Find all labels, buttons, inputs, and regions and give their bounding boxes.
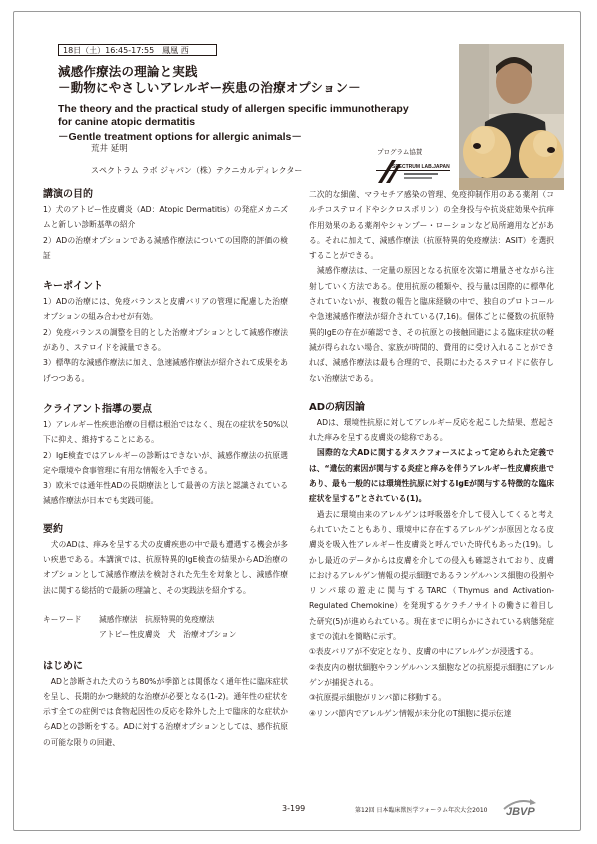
section-purpose [43, 187, 288, 263]
title-english-line-2: for canine atopic dermatitis [58, 116, 196, 128]
jbvp-logo-text: JBVP [506, 806, 535, 817]
sponsor-logo [372, 156, 456, 186]
keywords-label: キーワード [43, 614, 82, 624]
section-heading: キーポイント [43, 281, 103, 293]
list-item: ③抗原提示細胞がリンパ節に移動する。 [309, 693, 447, 703]
paragraph: 2）免疫バランスの調整を目的とした治療オプションとして減感作療法があり、ステロイドを減量できる。 [43, 327, 288, 353]
section-heading: クライアント指導の要点 [43, 403, 152, 415]
section-client-guidance [43, 402, 288, 509]
list-item: ④リンパ節内でアレルゲン情報が未分化のT細胞に提示伝達 [309, 708, 512, 718]
left-column [43, 187, 288, 750]
keywords-block [43, 612, 288, 643]
author-name: 荒井 延明 [91, 144, 128, 154]
keywords-line: アトピー性皮膚炎 犬 治療オプション [99, 630, 237, 640]
paragraph-definition: 国際的な犬ADに関するタスクフォースによって定められた定義では、“遺伝的素因が関与する炎症と痒みを伴うアレルギー性皮膚疾患であり、最も一般的には環境性抗原に対するIgEが関与する特徴的な臨床症状を呈する”とされている(1)。 [309, 448, 554, 504]
list-item: ②表皮内の樹状細胞やランゲルハンス細胞などの抗原提示細胞にアレルゲンが捕捉される。 [309, 662, 554, 687]
section-keypoints [43, 279, 288, 386]
keywords-list [99, 612, 236, 643]
section-heading-ad-etiology: ADの病因論 [309, 401, 366, 413]
sponsor-label: プログラム協賛 [377, 148, 423, 156]
author-affiliation: スペクトラム ラボ ジャパン（株）テクニカルディレクター [91, 166, 303, 175]
paragraph: 犬のADは、痒みを呈する犬の皮膚疾患の中で最も遭遇する機会が多い疾患である。本講演では、抗原特異的IgE検査の結果からAD治療のオプションとして減感作療法を検討された先生を対象とし、減感作療法に関する総括的で最新の理論と、その実践法を紹介する。 [43, 539, 288, 595]
paragraph: 1）犬のアトピー性皮膚炎（AD：Atopic Dermatitis）の発症メカニズムと新しい診断基準の紹介 [43, 205, 288, 230]
paragraph: 過去に環境由来のアレルゲンは呼吸器を介して侵入してくると考えられていたこともあり、環境中に存在するアレルゲンが原因となる皮膚炎を吸入性アレルギー性皮膚炎と呼んでいた時代もあった(19)。しかし最近のデータからは皮膚を介しての侵入も確認されており、皮膚におけるアレルゲン情報の提示細胞であるランゲルハンス細胞の役割やリンパ球の遊走に関与するTARC（Thymus and Activation-Regulated Chemokine）を発現するケラチノサイトの働きに着目した研究(5)が進められている。現在までに明らかにされている病態発症までの流れを簡略に示す。 [309, 509, 554, 642]
conference-name: 第12回 日本臨床獣医学フォーラム年次大会2010 [355, 807, 488, 814]
paragraph: ADは、環境性抗原に対してアレルギー反応を起こした結果、惹起された痒みを呈する皮膚炎の総称である。 [309, 417, 554, 443]
paragraph: 3）欧米では通年性ADの長期療法として最善の方法と認識されている減感作療法が日本でも実践可能。 [43, 481, 288, 506]
paragraph: ADと診断された犬のうち80%が季節とは関係なく通年性に臨床症状を呈し、長期的かつ継続的な治療が必要となる(1-2)。通年性の症状を示す全ての症例では食物起因性の反応を除外した上で臨床的な症状からADとの診断をする。ADに対する治療オプションとしては、感作抗原の可能な限りの回避、 [43, 676, 288, 747]
paragraph: 2）IgE検査ではアレルギーの診断はできないが、減感作療法の抗原選定や環境や食事管理に有用な情報を入手できる。 [43, 450, 288, 475]
list-item: ①表皮バリアが不安定となり、皮膚の中にアレルゲンが浸透する。 [309, 647, 539, 657]
paragraph: 3）標準的な減感作療法に加え、急速減感作療法が紹介されて成果をあげつつある。 [43, 358, 288, 383]
page-number: 3-199 [282, 804, 306, 813]
section-summary [43, 522, 288, 598]
keywords-line: 減感作療法 抗原特異的免疫療法 [99, 614, 215, 624]
title-japanese-sub: －動物にやさしいアレルギー疾患の治療オプション－ [58, 80, 361, 95]
sponsor-logo-text: SPECTRUM LAB.JAPAN [392, 164, 450, 170]
section-heading: はじめに [43, 660, 83, 672]
title-japanese-main: 減感作療法の理論と実践 [58, 64, 198, 79]
speaker-photo [459, 44, 564, 190]
session-schedule: 18日（土）16:45-17:55 鳳凰 西 [58, 44, 217, 56]
title-english-subtitle: －Gentle treatment options for allergic animals－ [58, 131, 302, 143]
title-english-line-1: The theory and the practical study of allergen specific immunotherapy [58, 103, 409, 115]
paragraph: 減感作療法は、一定量の原因となる抗原を次第に増量させながら注射していく方法である。使用抗原の種類や、投与量は国際的に標準化されていないが、複数の報告と臨床経験の中で、独自のプロトコールや急速減感作療法が紹介されている(7,16)。個体ごとに優数の抗原特異的IgEの存在が確認でき、その抗原との接触回避による臨床症状の軽減が得られない場合、家族が時間的、費用的に受け入れることができれば、減感作療法は最も合理的で、長期にわたるステロイドに依存しない治療法である。 [309, 266, 554, 383]
right-column [309, 187, 554, 721]
jbvp-logo [500, 795, 555, 817]
section-heading: 要約 [43, 523, 63, 535]
section-introduction [43, 659, 288, 750]
paragraph: 二次的な細菌、マラセチア感染の管理、免疫抑制作用のある薬剤（コルチコステロイドやシクロスポリン）の全身投与や抗炎症効果や抗痒作用効果のある薬剤やシャンプー・ローションなど局所適用などがある。それに加えて、減感作療法（抗原特異的免疫療法：ASIT）を選択することができる。 [309, 190, 554, 261]
paragraph: 2）ADの治療オプションである減感作療法についての国際的評価の検証 [43, 235, 288, 260]
paragraph: 1）ADの治療には、免疫バランスと皮膚バリアの管理に配慮した治療オプションの組み合わせが有効。 [43, 297, 288, 322]
paragraph: 1）アレルギー性疾患治療の目標は根治ではなく、現在の症状を50%以下に抑え、維持することにある。 [43, 419, 288, 445]
section-heading: 講演の目的 [43, 189, 93, 200]
